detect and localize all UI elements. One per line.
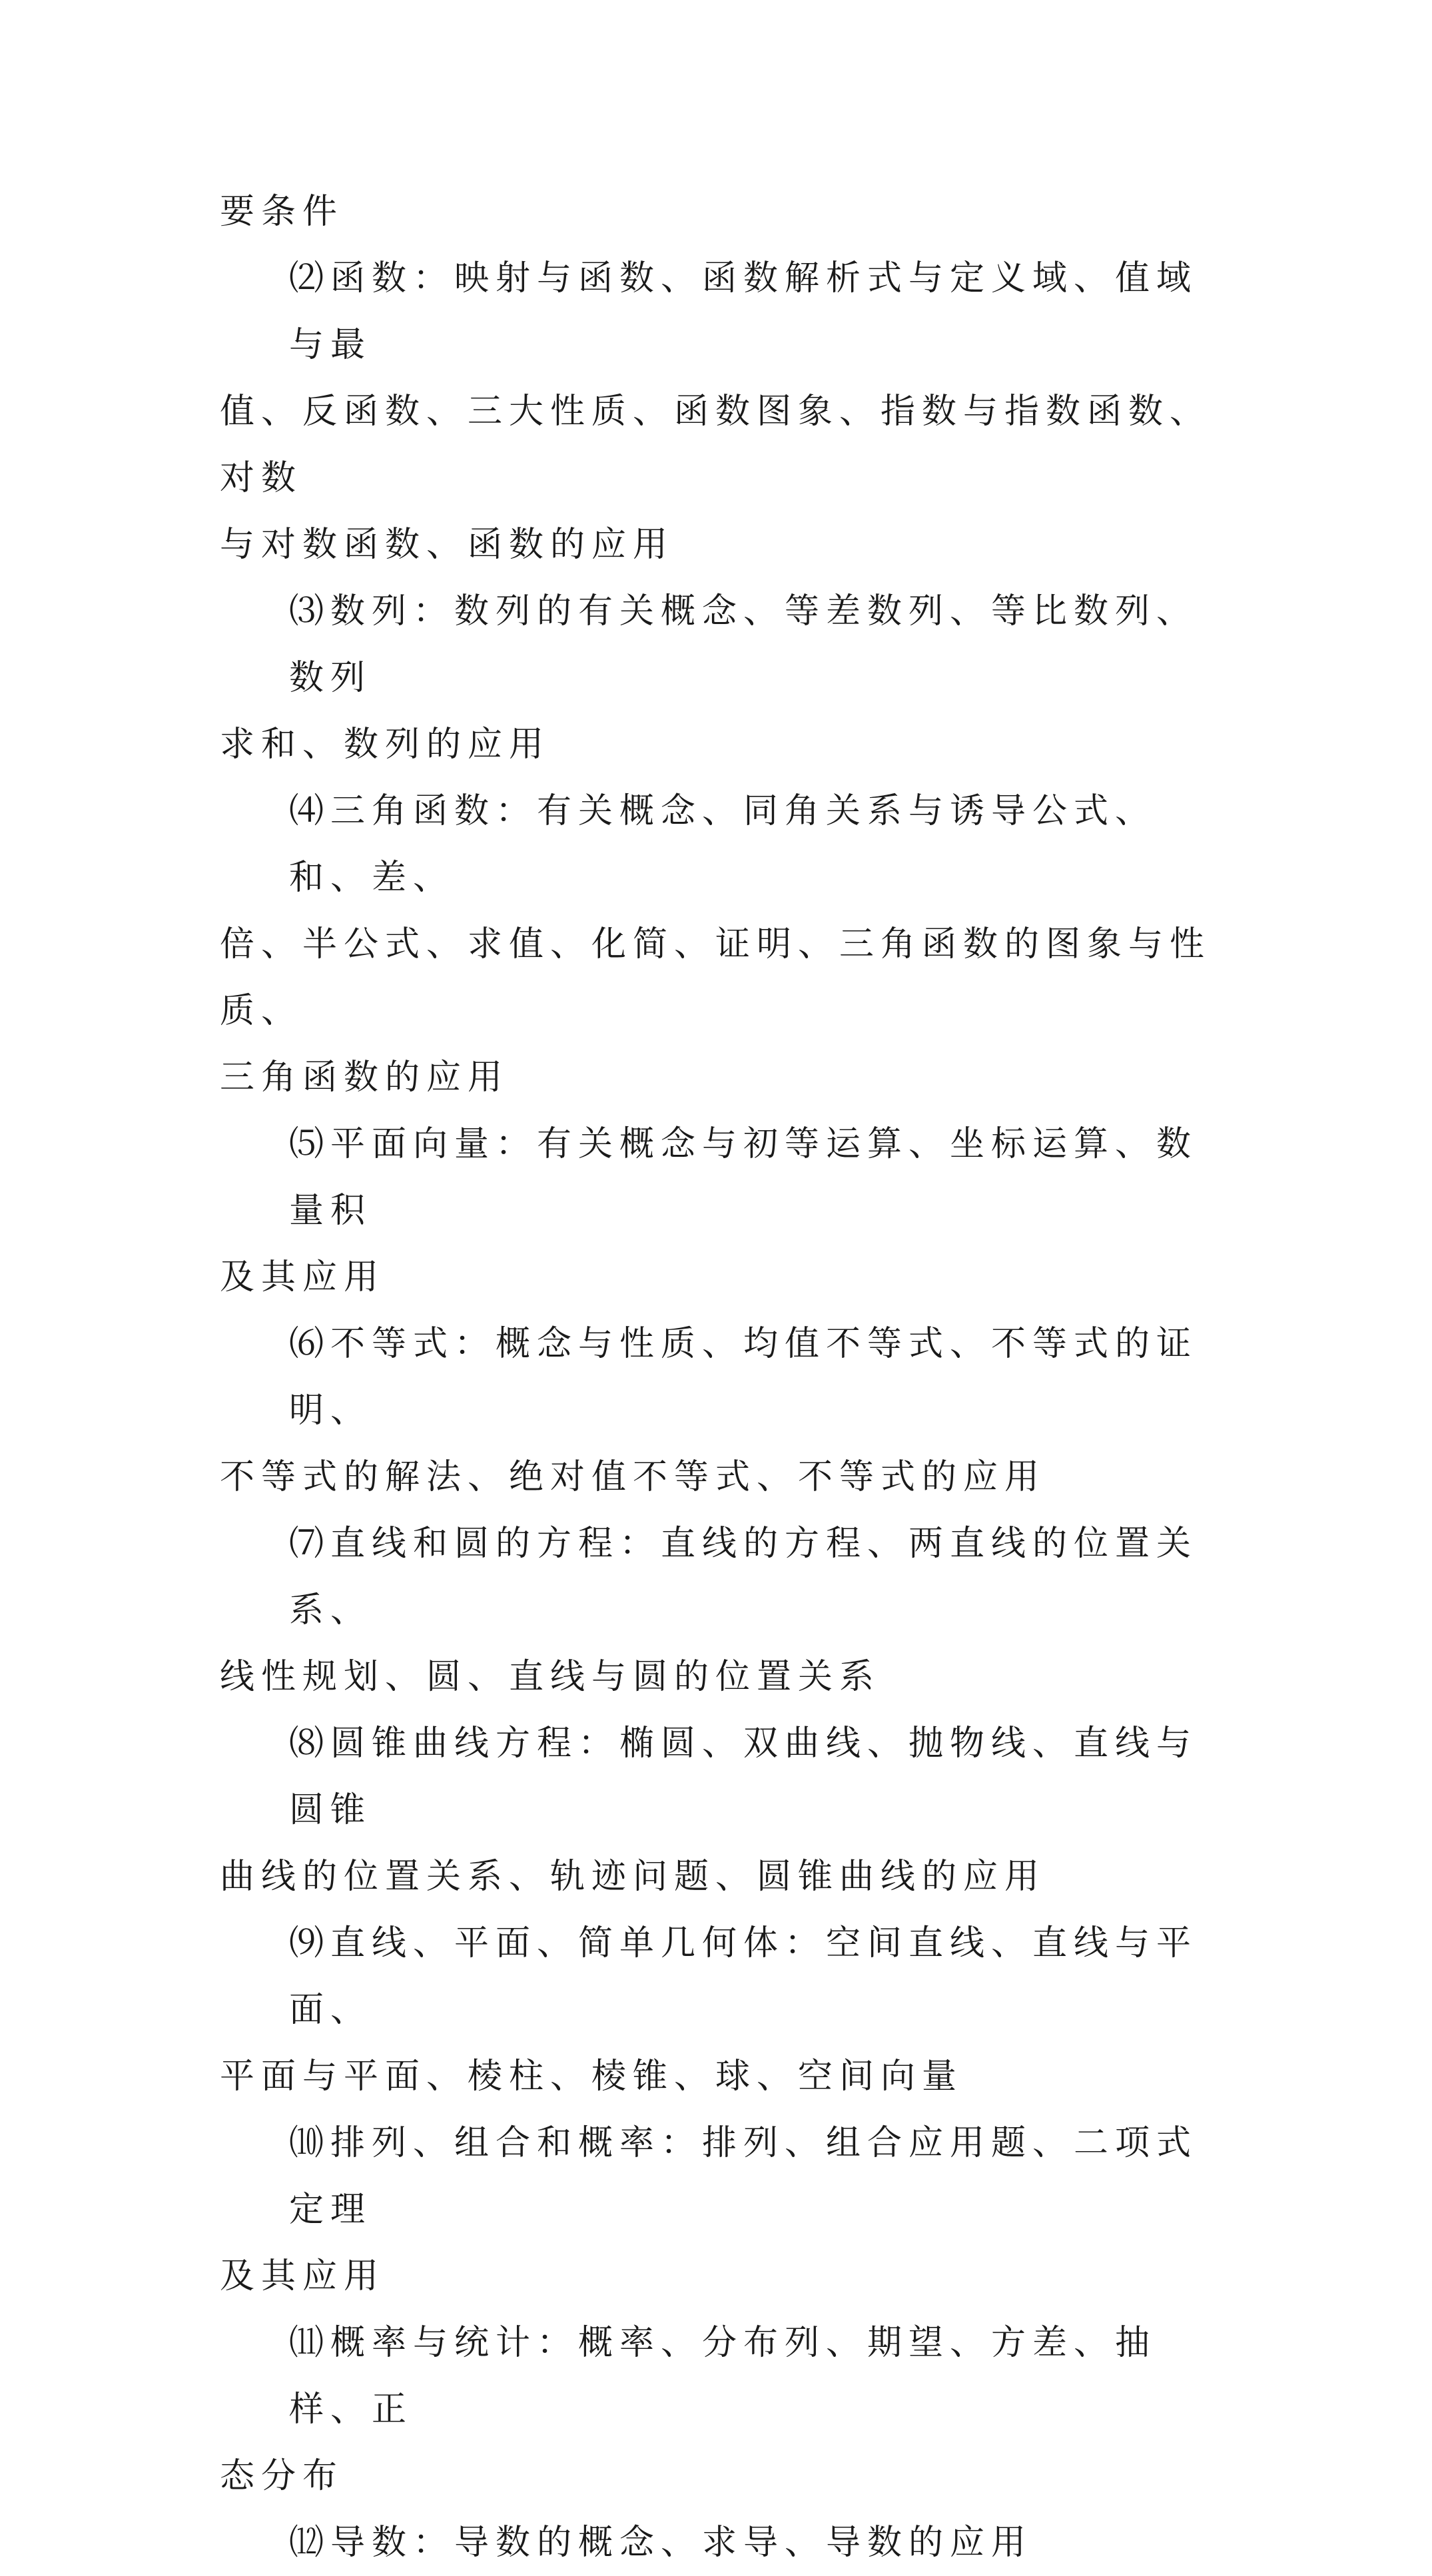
text-line: 与对数函数、函数的应用 bbox=[220, 525, 675, 565]
text-line: ⑹不等式：概念与性质、均值不等式、不等式的证明、 bbox=[289, 1324, 1198, 1431]
text-line: ⑼直线、平面、简单几何体：空间直线、直线与平面、 bbox=[289, 1923, 1198, 2030]
text-line: 求和、数列的应用 bbox=[220, 725, 551, 765]
text-line: 值、反函数、三大性质、函数图象、指数与指数函数、对数 bbox=[220, 392, 1212, 498]
text-line: 态分布 bbox=[220, 2456, 344, 2496]
document-body bbox=[220, 178, 1236, 2576]
text-line: ⑾概率与统计：概率、分布列、期望、方差、抽样、正 bbox=[289, 2323, 1157, 2429]
text-line: 及其应用 bbox=[220, 1257, 386, 1297]
text-line: 曲线的位置关系、轨迹问题、圆锥曲线的应用 bbox=[220, 1857, 1046, 1897]
text-line: ⑸平面向量：有关概念与初等运算、坐标运算、数量积 bbox=[289, 1124, 1198, 1231]
text-line: ⑺直线和圆的方程：直线的方程、两直线的位置关系、 bbox=[289, 1524, 1198, 1630]
text-line: ⑵函数：映射与函数、函数解析式与定义域、值域与最 bbox=[289, 258, 1198, 365]
text-line: 不等式的解法、绝对值不等式、不等式的应用 bbox=[220, 1457, 1046, 1497]
text-line: 倍、半公式、求值、化简、证明、三角函数的图象与性质、 bbox=[220, 924, 1212, 1031]
text-line: 线性规划、圆、直线与圆的位置关系 bbox=[220, 1657, 881, 1697]
text-line: 三角函数的应用 bbox=[220, 1058, 510, 1098]
text-line: ⑻圆锥曲线方程：椭圆、双曲线、抛物线、直线与圆锥 bbox=[289, 1724, 1198, 1830]
text-line: ⑿导数：导数的概念、求导、导数的应用 bbox=[289, 2523, 1033, 2563]
text-line: 及其应用 bbox=[220, 2256, 386, 2296]
text-line: ⑽排列、组合和概率：排列、组合应用题、二项式定理 bbox=[289, 2123, 1198, 2230]
text-line: 平面与平面、棱柱、棱锥、球、空间向量 bbox=[220, 2057, 964, 2096]
text-line: ⑷三角函数：有关概念、同角关系与诱导公式、和、差、 bbox=[289, 791, 1157, 898]
text-line: ⑶数列：数列的有关概念、等差数列、等比数列、数列 bbox=[289, 591, 1198, 698]
text-line: 要条件 bbox=[220, 192, 344, 232]
